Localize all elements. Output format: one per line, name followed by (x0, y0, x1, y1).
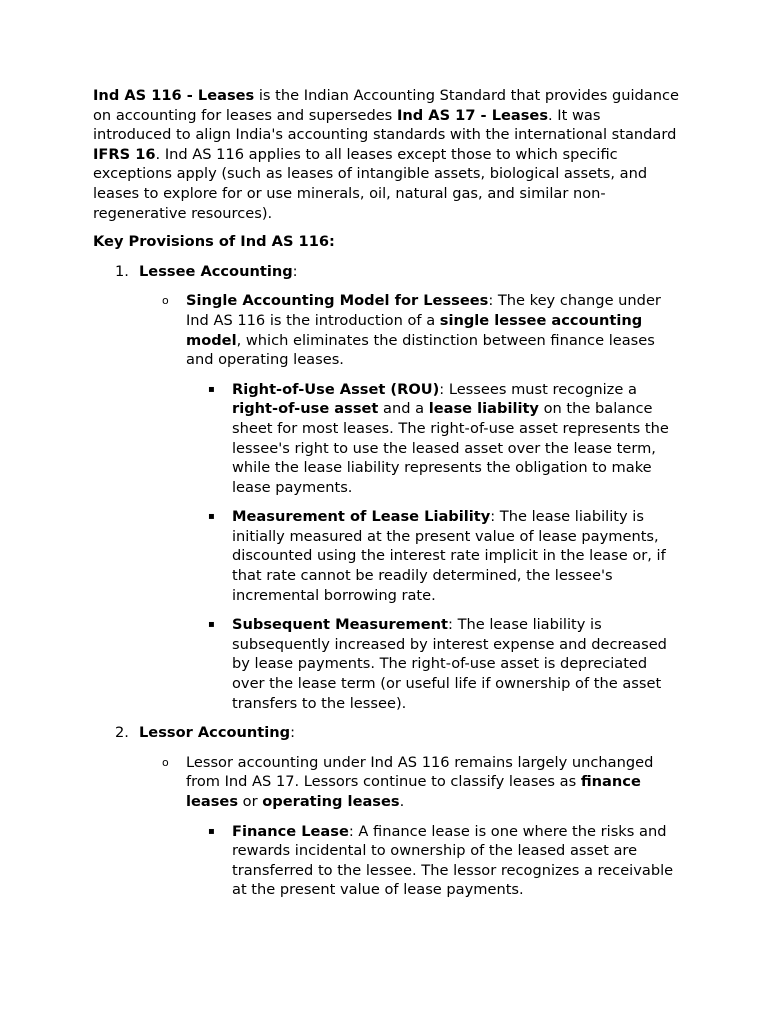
circle-bullet-icon: o (162, 755, 169, 769)
superseded-standard: Ind AS 17 - Leases (396, 106, 549, 124)
list-item-lessor-accounting: 2. Lessor Accounting: (115, 724, 296, 742)
intro-paragraph: Ind AS 116 - Leases is the Indian Accounting Standard that provides guidance on accounting for leases and supersedes Ind AS 17 - Leases. It was introduced to align India's accounting standards with the international standard IFRS 16. Ind AS 116 applies to all leases except those to which specific exceptions apply (such as leases of intangible assets, biological assets, and leases to explore for or use minerals, oil, natural gas, and similar non-regenerative resources). (93, 87, 679, 222)
list-number: 2. (115, 724, 129, 742)
standard-name: Ind AS 116 - Leases (93, 87, 255, 104)
bullet-measurement-of-lease-liability: ▪ Measurement of Lease Liability: The lease liability is initially measured at the present value of lease payments, discounted using the interest rate implicit in the lease or, if that rate cannot be readily determined, the lessee's incremental borrowing rate. (208, 508, 666, 604)
circle-bullet-icon: o (162, 294, 169, 308)
bullet-finance-lease: ▪ Finance Lease: A finance lease is one where the risks and rewards incidental to ownership of the leased asset are transferred to the lessee. The lessor recognizes a receivable at the present value of lease payments. (208, 822, 674, 899)
square-bullet-icon: ▪ (208, 511, 215, 523)
sub-item-single-accounting-model: o Single Accounting Model for Lessees: The key change under Ind AS 116 is the introduction of a single lessee accounting model, which eliminates the distinction between finance leases and operating leases. (162, 292, 661, 369)
section-heading: Key Provisions of Ind AS 116: (93, 233, 335, 251)
square-bullet-icon: ▪ (208, 825, 215, 837)
list-number: 1. (115, 262, 129, 280)
square-bullet-icon: ▪ (208, 619, 215, 631)
list-item-lessee-accounting: 1. Lessee Accounting: (115, 262, 298, 280)
international-standard: IFRS 16 (93, 145, 156, 163)
sub-item-lessor-classification: o Lessor accounting under Ind AS 116 remains largely unchanged from Ind AS 17. Lessors continue to classify leases as finance leases or operating leases. (162, 753, 654, 810)
bullet-right-of-use-asset: ▪ Right-of-Use Asset (ROU): Lessees must recognize a right-of-use asset and a lease liability on the balance sheet for most leases. The right-of-use asset represents the lessee's right to use the leased asset over the lease term, while the lease liability represents the obligation to make lease payments. (208, 380, 669, 496)
document-page (93, 86, 683, 910)
bullet-subsequent-measurement: ▪ Subsequent Measurement: The lease liability is subsequently increased by interest expense and decreased by lease payments. The right-of-use asset is depreciated over the lease term (or useful life if ownership of the asset transfers to the lessee). (208, 616, 667, 712)
list-item-title: Lessor Accounting (139, 724, 291, 742)
square-bullet-icon: ▪ (208, 383, 215, 395)
list-item-title: Lessee Accounting (139, 262, 293, 280)
